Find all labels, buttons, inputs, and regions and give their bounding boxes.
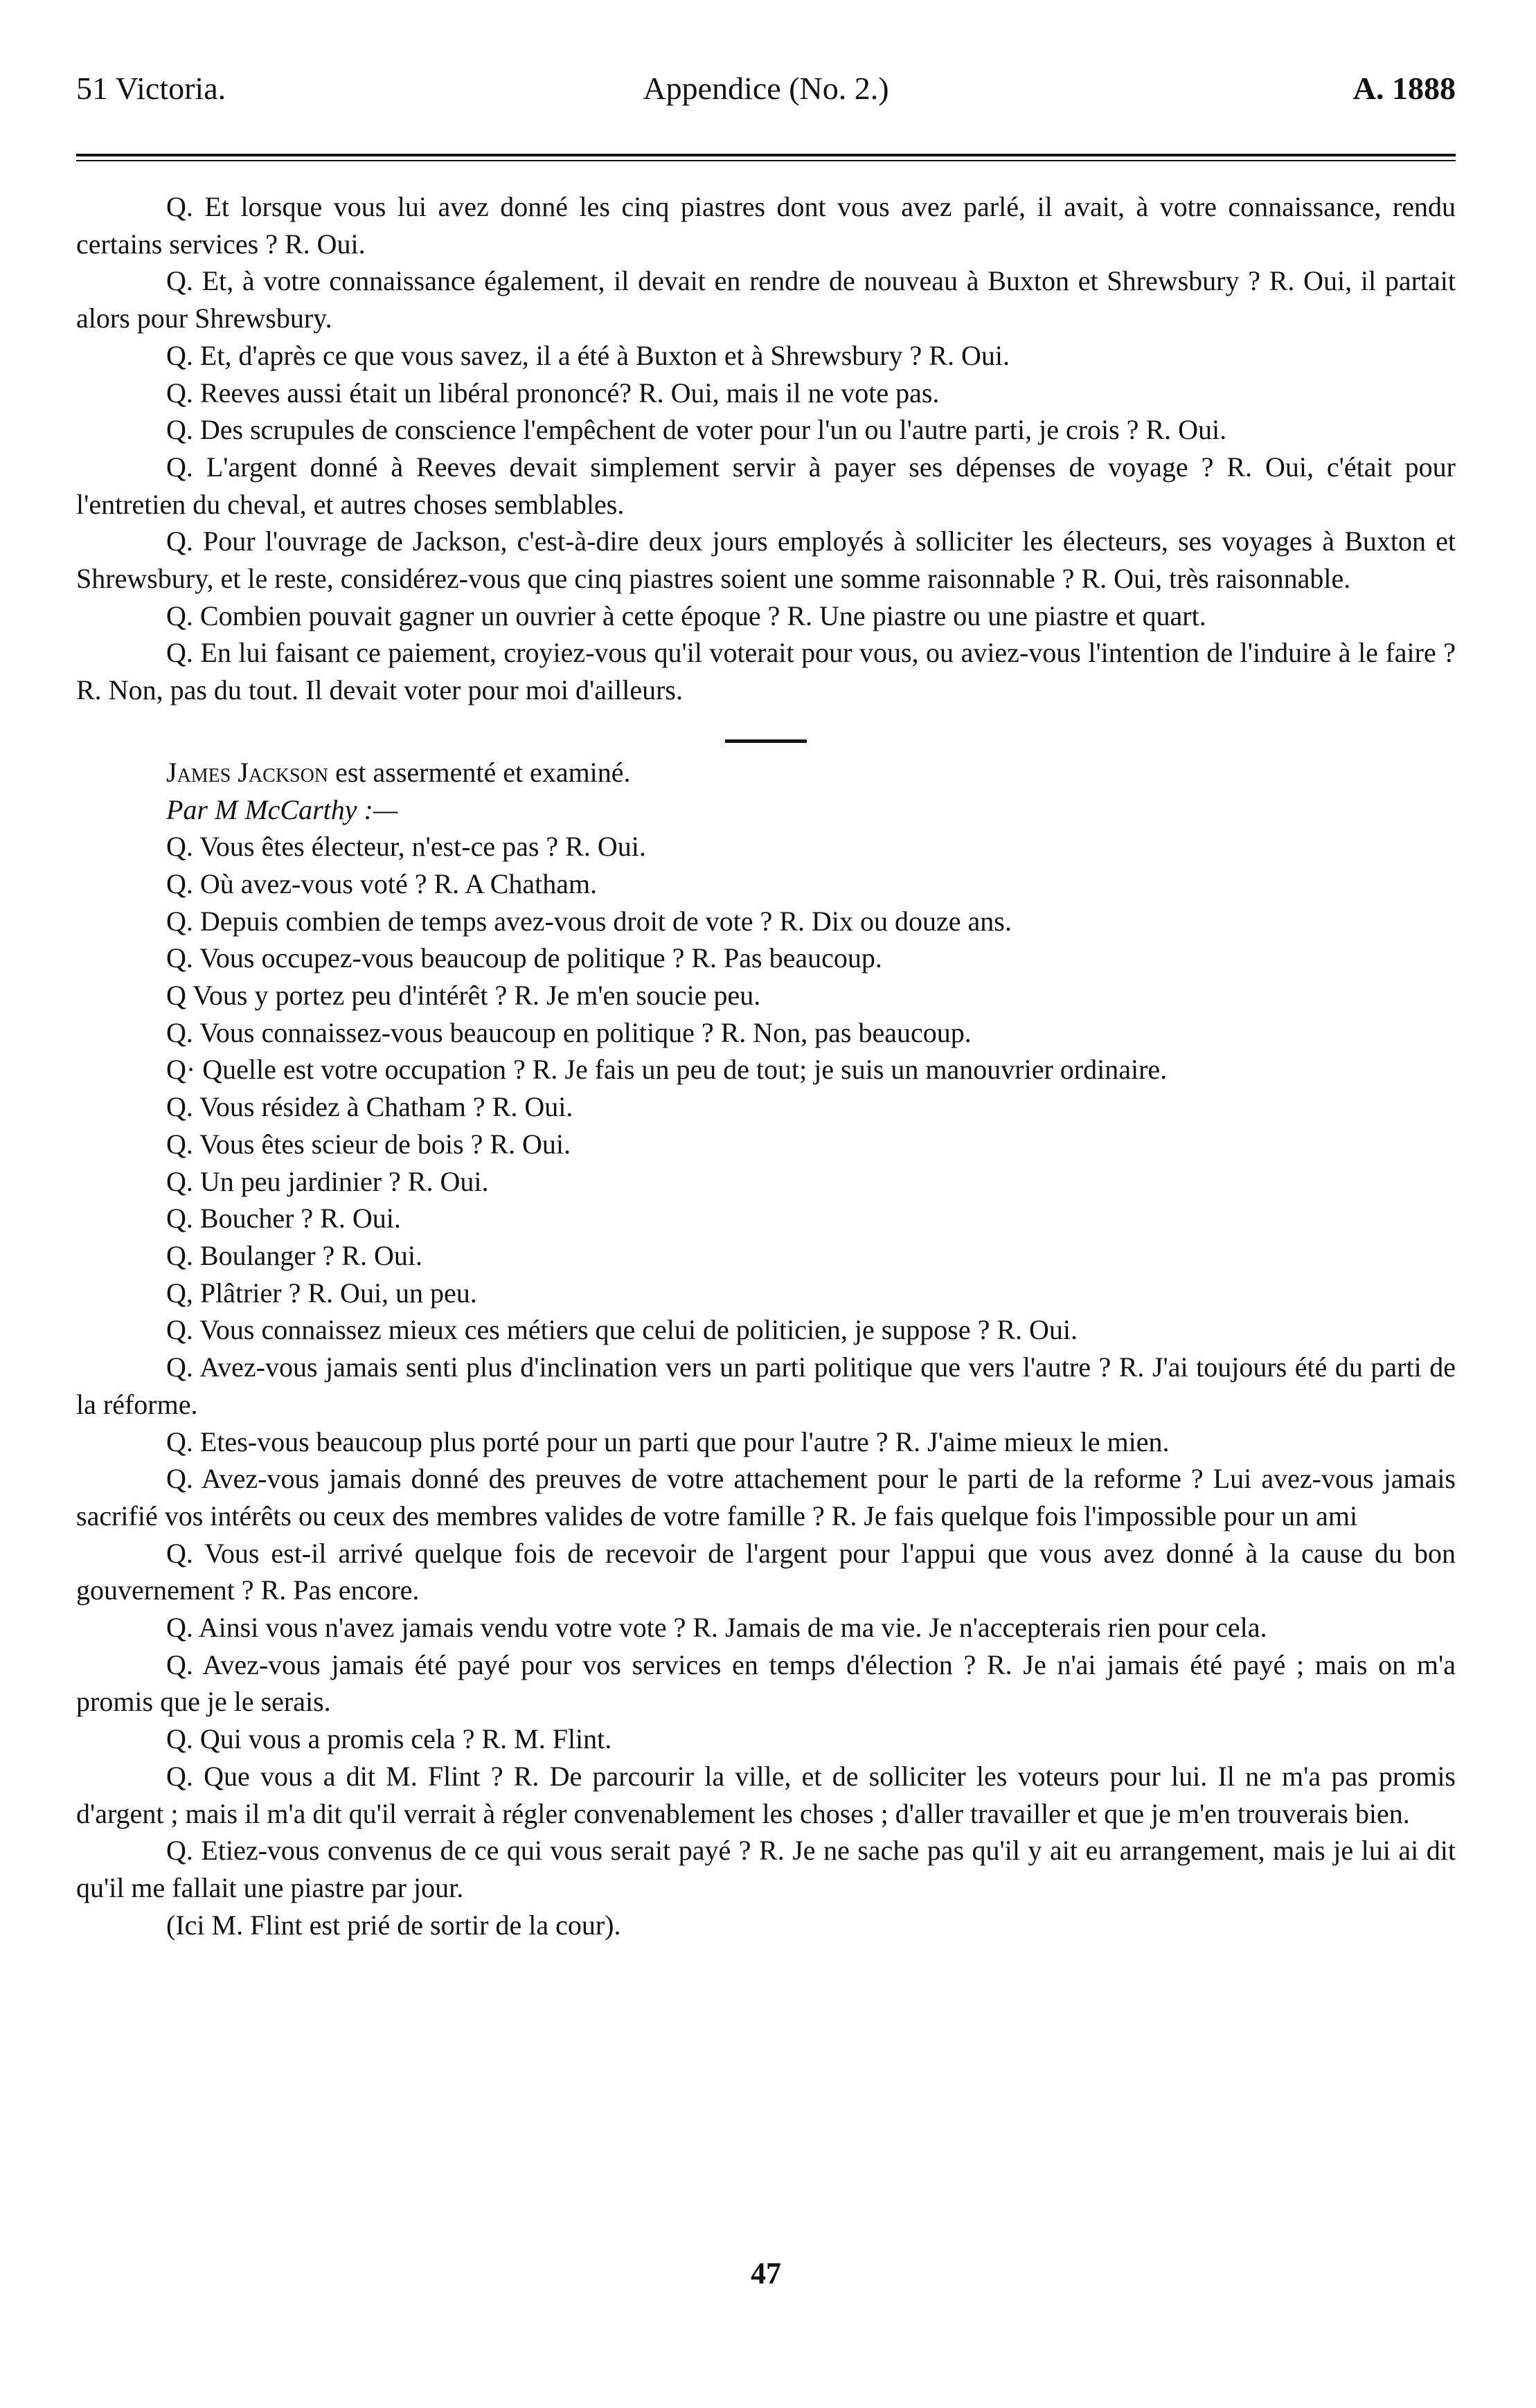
court-note: (Ici M. Flint est prié de sortir de la cour). [166, 1909, 621, 1941]
testimony-paragraph: Q. Combien pouvait gagner un ouvrier à cette époque ? R. Une piastre ou une piastre et quart. [166, 600, 1206, 631]
testimony-paragraph: Q. Ainsi vous n'avez jamais vendu votre vote ? R. Jamais de ma vie. Je n'accepterais rien pour cela. [166, 1612, 1267, 1644]
header-appendix-title: Appendice (No. 2.) [643, 71, 889, 106]
testimony-paragraph: Q. Reeves aussi était un libéral prononcé? R. Oui, mais il ne vote pas. [166, 377, 940, 408]
testimony-paragraph: Q. Un peu jardinier ? R. Oui. [166, 1165, 489, 1197]
running-header [76, 68, 1456, 109]
testimony-paragraph: Q. Depuis combien de temps avez-vous droit de vote ? R. Dix ou douze ans. [166, 905, 1012, 937]
testimony-paragraph: Q. Boucher ? R. Oui. [166, 1203, 401, 1234]
testimony-paragraph: Q. Qui vous a promis cela ? R. M. Flint. [166, 1723, 612, 1755]
header-session-year: A. 1888 [1352, 71, 1456, 106]
testimony-paragraph: Q. Vous connaissez-vous beaucoup en politique ? R. Non, pas beaucoup. [166, 1016, 972, 1048]
testimony-paragraph: Q· Quelle est votre occupation ? R. Je fais un peu de tout; je suis un manouvrier ordinaire. [166, 1054, 1168, 1086]
testimony-paragraph: Q. L'argent donné à Reeves devait simplement servir à payer ses dépenses de voyage ? R. Oui, c'était pour l'entretien du cheval, et autres choses semblables. [76, 451, 1456, 520]
witness-intro [76, 754, 1456, 791]
testimony-paragraph: Q. Et, d'après ce que vous savez, il a été à Buxton et à Shrewsbury ? R. Oui. [166, 339, 1010, 371]
section-divider [725, 739, 807, 743]
witness-name: James Jackson [166, 756, 329, 788]
testimony-paragraph: Q. Avez-vous jamais senti plus d'inclination vers un parti politique que vers l'autre ? R. J'ai toujours été du parti de la réforme. [76, 1351, 1456, 1420]
testimony-paragraph: Q. Et lorsque vous lui avez donné les cinq piastres dont vous avez parlé, il avait, à votre connaissance, rendu certains services ? R. Oui. [76, 191, 1456, 260]
testimony-paragraph: Q. Et, à votre connaissance également, il devait en rendre de nouveau à Buxton et Shrewsbury ? R. Oui, il partait alors pour Shrewsbury. [76, 265, 1456, 334]
testimony-body [76, 188, 1456, 1943]
examiner-line: Par M McCarthy :— [166, 793, 398, 825]
testimony-paragraph: Q. Avez-vous jamais donné des preuves de votre attachement pour le parti de la reforme ? Lui avez-vous jamais sacrifié vos intérêts ou ceux des membres valides de votre famille ? R. Je fais quelque fois l'impossible pour un ami [76, 1463, 1456, 1531]
witness-sworn-text: est assermenté et examiné. [335, 756, 631, 788]
testimony-paragraph: Q. Etiez-vous convenus de ce qui vous serait payé ? R. Je ne sache pas qu'il y ait eu arrangement, mais je lui ai dit qu'il me fallait une piastre par jour. [76, 1835, 1456, 1903]
testimony-paragraph: Q Vous y portez peu d'intérêt ? R. Je m'en soucie peu. [166, 980, 761, 1012]
testimony-paragraph: Q. Des scrupules de conscience l'empêchent de voter pour l'un ou l'autre parti, je crois ? R. Oui. [166, 414, 1227, 446]
testimony-paragraph: Q. Avez-vous jamais été payé pour vos services en temps d'élection ? R. Je n'ai jamais été payé ; mais on m'a promis que je le serais. [76, 1648, 1456, 1718]
testimony-paragraph: Q. Où avez-vous voté ? R. A Chatham. [166, 868, 598, 899]
testimony-paragraph: Q. Etes-vous beaucoup plus porté pour un parti que pour l'autre ? R. J'aime mieux le mien. [166, 1426, 1170, 1457]
testimony-paragraph: Q, Plâtrier ? R. Oui, un peu. [166, 1277, 477, 1309]
testimony-paragraph: Q. Boulanger ? R. Oui. [166, 1239, 422, 1271]
testimony-paragraph: Q. Vous êtes scieur de bois ? R. Oui. [166, 1128, 571, 1160]
header-rule [76, 154, 1456, 161]
testimony-paragraph: Q. Vous occupez-vous beaucoup de politique ? R. Pas beaucoup. [166, 942, 882, 974]
page-number: 47 [751, 2256, 781, 2290]
testimony-paragraph: Q. En lui faisant ce paiement, croyiez-vous qu'il voterait pour vous, ou aviez-vous l'intention de l'induire à le faire ? R. Non, pas du tout. Il devait voter pour moi d'ailleurs. [76, 637, 1456, 706]
testimony-paragraph: Q. Vous êtes électeur, n'est-ce pas ? R. Oui. [166, 831, 646, 863]
testimony-paragraph: Q. Vous résidez à Chatham ? R. Oui. [166, 1091, 573, 1123]
testimony-paragraph: Q. Que vous a dit M. Flint ? R. De parcourir la ville, et de solliciter les voteurs pour lui. Il ne m'a pas promis d'argent ; mais il m'a dit qu'il verrait à régler convenablement les choses ; d'aller travailler et que je m'en trouverais bien. [76, 1760, 1456, 1829]
testimony-paragraph: Q. Vous connaissez mieux ces métiers que celui de politicien, je suppose ? R. Oui. [166, 1314, 1078, 1346]
testimony-paragraph: Q. Vous est-il arrivé quelque fois de recevoir de l'argent pour l'appui que vous avez donné à la cause du bon gouvernement ? R. Pas encore. [76, 1537, 1456, 1606]
header-regnal-year: 51 Victoria. [76, 71, 226, 106]
testimony-paragraph: Q. Pour l'ouvrage de Jackson, c'est-à-dire deux jours employés à solliciter les électeurs, ses voyages à Buxton et Shrewsbury, et le reste, considérez-vous que cinq piastres soient une somme raisonnable ? R. Oui, très raisonnable. [76, 525, 1456, 595]
